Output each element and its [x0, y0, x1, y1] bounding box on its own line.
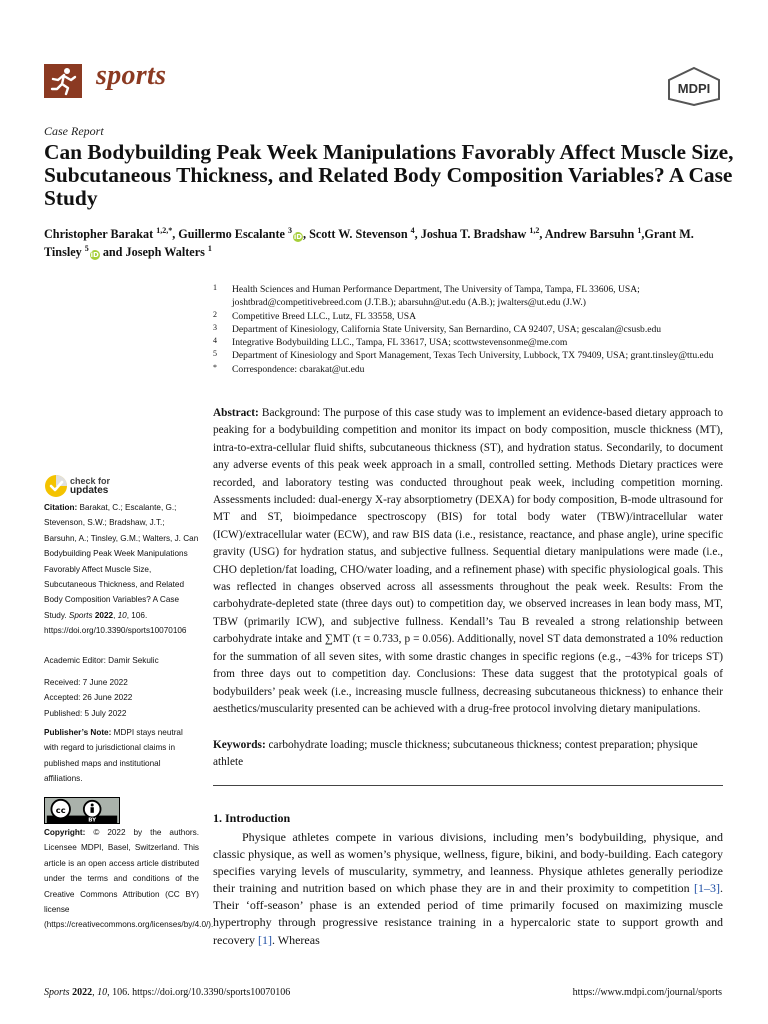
author-separator: , [172, 227, 179, 241]
author-name: Joseph Walters [125, 245, 208, 259]
affiliation-mark: 1 [213, 283, 217, 292]
author-affiliation-mark: 1,2,* [156, 225, 173, 235]
citation-journal: Sports [68, 610, 93, 620]
citation-doi[interactable]: , 106. https://doi.org/10.3390/sports10070106 [44, 610, 187, 636]
affiliation-text: Correspondence: cbarakat@ut.edu [232, 363, 365, 375]
academic-editor: Academic Editor: Damir Sekulic [44, 656, 159, 665]
check-for-updates-button[interactable] [44, 474, 134, 498]
article-title: Can Bodybuilding Peak Week Manipulations Favorably Affect Muscle Size, Subcutaneous Thickness, and Related Body Composition Variables? A Case Study [44, 140, 734, 210]
section-divider [213, 785, 723, 786]
affiliations [213, 283, 733, 376]
footer-doi[interactable]: , 106. https://doi.org/10.3390/sports10070106 [107, 987, 291, 998]
affiliation-item [213, 349, 733, 362]
abstract-label: Abstract: [213, 407, 259, 419]
affiliation-mark: 4 [213, 336, 217, 346]
affiliation-text: Competitive Breed LLC., Lutz, FL 33558, USA [232, 310, 417, 322]
updates-bottom: updates [70, 485, 109, 496]
introduction-paragraph [213, 829, 723, 949]
citation-link[interactable]: [1–3] [694, 881, 720, 896]
author-name: Christopher Barakat [44, 227, 157, 241]
orcid-icon[interactable]: iD [293, 233, 303, 241]
article-type: Case Report [44, 124, 104, 138]
citation-block: Citation: Barakat, C.; Escalante, G.; Stevenson, S.W.; Bradshaw, J.T.; Barsuhn, A.; Tinsley, G.M.; Walters, J. Can Bodybuilding Peak Week Manipulations Favorably Affect Muscle Size, Subcutaneous Thickness, and Related Body Composition Variables? A Case Study. Sports 2022, 10, 106. https://doi.org/10.3390/sports10070106 [44, 503, 199, 636]
author-separator: , [641, 227, 645, 241]
section-heading: 1. Introduction [213, 811, 291, 825]
svg-text:cc: cc [55, 804, 66, 815]
footer-citation: Sports 2022, 10, 106. https://doi.org/10.3390/sports10070106 [44, 987, 291, 998]
footer-journal-url[interactable]: https://www.mdpi.com/journal/sports [572, 987, 722, 998]
footer-journal: Sports [44, 987, 70, 998]
author-affiliation-mark: 5 [84, 243, 89, 253]
pubnote-text: MDPI stays neutral with regard to jurisdictional claims in published maps and institutional affiliations. [44, 728, 183, 784]
footer-volume: 10 [97, 987, 108, 998]
author-name: Guillermo Escalante [178, 227, 288, 241]
affiliation-item [213, 310, 733, 323]
journal-name: sports [96, 60, 167, 91]
affiliation-mark: * [213, 362, 217, 372]
published-date: Published: 5 July 2022 [44, 708, 127, 718]
affiliation-mark: 3 [213, 322, 217, 332]
updates-top: check for [70, 476, 111, 486]
author-affiliation-mark: 1 [637, 225, 642, 235]
received-date: Received: 7 June 2022 [44, 678, 128, 687]
mdpi-logo-icon [664, 66, 724, 106]
citation-year: 2022 [94, 610, 114, 620]
abstract [213, 405, 723, 718]
article-dates [44, 675, 199, 721]
keywords-text: carbohydrate loading; muscle thickness; subcutaneous thickness; contest preparation; physique athlete [213, 739, 698, 769]
publishers-note [44, 725, 199, 787]
author-separator: , [302, 227, 310, 241]
citation-text: Barakat, C.; Escalante, G.; Stevenson, S.W.; Bradshaw, J.T.; Barsuhn, A.; Tinsley, G.M.; Walters, J. Can Bodybuilding Peak Week Manipulations Favorably Affect Muscle Size, Subcutaneous Thickness, and Related Body Composition Variables? A Case Study. [44, 503, 199, 620]
affiliation-mark: 2 [213, 309, 217, 319]
abstract-text: Background: The purpose of this case study was to implement an evidence-based dietary approach to peaking for a bodybuilding competition and monitor its impact on body composition, muscle thickness (MT), intra-to-extra-cellular fluid shifts, subcutaneous thickness (ST), and hydration status. Secondarily, to document any adverse events of this peak week approach in a small, controlled setting. Methods Dietary practices were recorded, and laboratory testing was conducted throughout peak week, including competition morning. Assessments included: dual-energy X-ray absorptiometry (DEXA) for body composition, B-mode ultrasound for MT and ST, bioimpedance spectroscopy (BIS) for total body water (TBW)/intracellular water (ICW)/extracellular water (ECW), and raw BIS data (i.e., resistance, reactance, and phase angle), urine specific gravity (USG) for hydration status, and subjective fullness. Sequential dietary manipulations were made (i.e., CHO depletion/fat loading, CHO/water loading, and a refinement phase) with specific physiological goals. This was reflected in changes observed across all assessments throughout the peak week. Results: From the carbohydrate-depleted state (three days out) to competition day, we observed increases in lean body mass, MT, TBW (primarily ICW), and subjective fullness. Kendall’s Tau B revealed a strong relationship between carbohydrate intake and ∑MT (τ = 0.733, p = 0.056). Additionally, novel ST data demonstrated a 10% reduction for the summation of all seven sites, with some drastic changes in specific regions (e.g., −43% for triceps ST) from three days out to competition day. Conclusions: These data suggest that the prototypical goals of bodybuilders’ peak week (i.e., increasing muscle fullness, decreasing subcutaneous thickness) to enhance their aesthetics/muscularity presented can be achieved with a drug-free protocol involving dietary manipulations. [213, 407, 723, 715]
citation-label: Citation: [44, 503, 78, 512]
author-name: Scott W. Stevenson [309, 227, 411, 241]
check-for-updates-label [70, 476, 110, 496]
author-affiliation-mark: 3 [287, 225, 292, 235]
author-separator: , [414, 227, 421, 241]
author-name: Joshua T. Bradshaw [420, 227, 530, 241]
copyright-notice [44, 825, 214, 933]
keywords [213, 737, 723, 772]
author-affiliation-mark: 4 [410, 225, 415, 235]
publisher-name: MDPI [677, 81, 711, 96]
author-name: Andrew Barsuhn [544, 227, 638, 241]
author-list [44, 225, 734, 261]
intro-text-3: . Whereas [271, 932, 320, 947]
affiliation-item [213, 336, 733, 349]
affiliation-text: Health Sciences and Human Performance Department, The University of Tampa, Tampa, FL 33606, USA; joshtbrad@competitivebreed.com (J.T.B.); abarsuhn@ut.edu (A.B.); jwalters@ut.edu (J.W.) [232, 284, 640, 309]
affiliation-item [213, 283, 733, 310]
copyright-label: Copyright: [44, 828, 86, 837]
keywords-label: Keywords: [213, 739, 266, 751]
copyright-text: © 2022 by the authors. Licensee MDPI, Basel, Switzerland. This article is an open access article distributed under the terms and conditions of the Creative Commons Attribution (CC BY) license (https://creativecommons.org/licenses/by/4.0/). [44, 828, 214, 930]
intro-text-1: Physique athletes compete in various divisions, including men’s bodybuilding, physique, and classic physique, as well as women’s physique, wellness, figure, bikini, and body-building. Each category specifies varying levels of muscularity, symmetry, and leanness. Physique athletes generally periodize their training and nutrition based on which phase they are in and their proximity to competition [213, 830, 723, 896]
cc-by-label: BY [88, 817, 97, 824]
affiliation-item [213, 323, 733, 336]
author-separator: , [539, 227, 545, 241]
footer-year: 2022 [72, 987, 93, 998]
cc-by-license-icon[interactable] [44, 797, 120, 824]
author-separator: and [99, 245, 126, 259]
affiliation-text: Integrative Bodybuilding LLC., Tampa, FL 33617, USA; scottwstevensonme@me.com [232, 337, 568, 349]
accepted-date: Accepted: 26 June 2022 [44, 693, 133, 703]
affiliation-text: Department of Kinesiology, California State University, San Bernardino, CA 92407, USA; gescalan@csusb.edu [232, 323, 662, 335]
author-name: Grant M. Tinsley [44, 227, 694, 259]
author-affiliation-mark: 1,2 [529, 225, 540, 235]
affiliation-item [213, 363, 733, 376]
author-affiliation-mark: 1 [207, 243, 212, 253]
citation-link[interactable]: [1] [257, 932, 272, 947]
check-for-updates-icon [44, 474, 68, 498]
affiliation-text: Department of Kinesiology and Sport Management, Texas Tech University, Lubbock, TX 79409, USA; grant.tinsley@ttu.edu [232, 350, 714, 362]
journal-logo-icon [44, 64, 82, 98]
pubnote-label: Publisher’s Note: [44, 728, 112, 737]
citation-volume: 10 [117, 610, 127, 620]
orcid-icon[interactable]: iD [90, 251, 99, 259]
intro-text-2: . Their ‘off-season’ phase is an extended period of time primarily focused on maximizing muscle hypertrophy through progressive resistance training in a hypercaloric state to support growth and recovery [213, 881, 723, 947]
affiliation-mark: 5 [213, 349, 217, 359]
